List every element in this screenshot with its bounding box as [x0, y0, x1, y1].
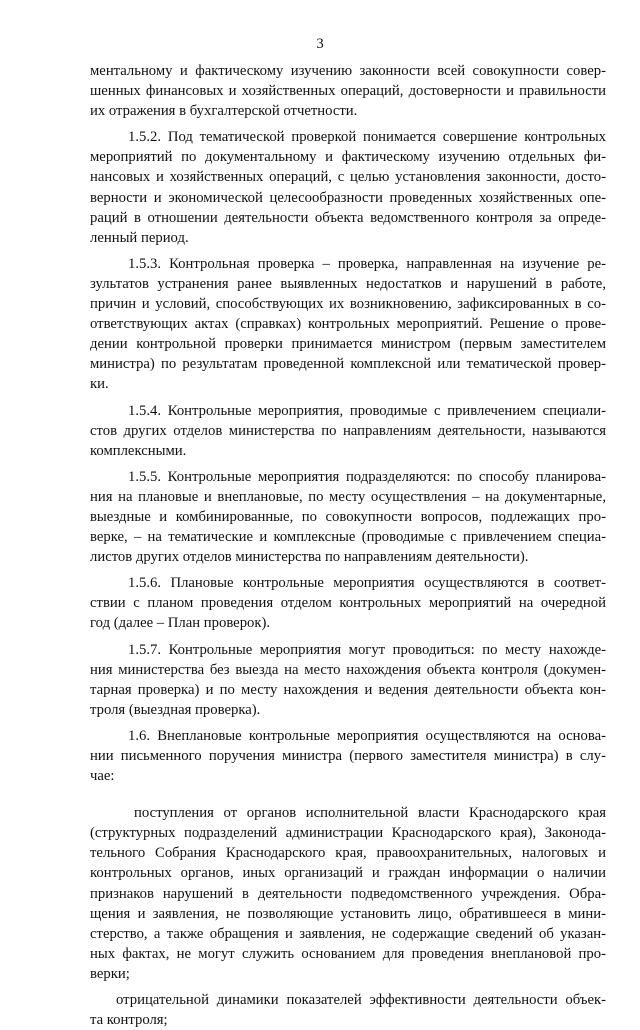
paragraph-case-negative-dynamics [90, 990, 606, 1030]
text-line: министра) по результатам проведенной комплексной или тематической провер- [90, 356, 606, 373]
paragraph-1-5-2 [90, 127, 606, 248]
text-line: (структурных подразделений администрации Краснодарского края), Законода- [90, 825, 606, 842]
text-line: тарная проверка) и по месту нахождения и ведения деятельности объекта кон- [90, 681, 606, 698]
text-line: стерство, а также обращения и заявления, не содержащие сведений об указан- [90, 925, 606, 942]
text-line: листов других отделов министерства по направлениям деятельности). [90, 549, 529, 566]
body-text [90, 61, 606, 1030]
text-line: 1.5.7. Контрольные мероприятия могут проводиться: по месту нахожде- [128, 641, 606, 658]
paragraph-1-5-4 [90, 401, 606, 461]
text-line: мероприятий по документальному и фактическому изучению отдельных фи- [90, 149, 606, 166]
text-line: верности и экономической целесообразности проведенных хозяйственных опе- [90, 189, 606, 206]
paragraph-case-receipt [90, 803, 606, 984]
text-line: отрицательной динамики показателей эффективности деятельности объек- [116, 992, 606, 1009]
page-number: 3 [316, 36, 324, 52]
text-line: раций в отношении деятельности объекта ведомственного контроля за опреде- [90, 209, 606, 226]
text-line: чае: [90, 768, 115, 785]
text-line: 1.5.4. Контрольные мероприятия, проводимые с привлечением специали- [128, 402, 606, 419]
text-line: ментальному и фактическому изучению законности всей совокупности совер- [90, 63, 606, 79]
text-line: 1.6. Внеплановые контрольные мероприятия осуществляются на основа- [128, 727, 606, 744]
text-line: ствии с планом проведения отделом контрольных мероприятий на очередной [90, 595, 606, 612]
text-line: шенных финансовых и хозяйственных операций, достоверности и правильности [90, 83, 606, 100]
text-line: ния министерства без выезда на место нахождения объекта контроля (докумен- [90, 661, 606, 678]
text-line: зультатов устранения ранее выявленных недостатков и нарушений в работе, [90, 275, 606, 292]
text-line: выездные и комбинированные, по совокупности вопросов, подлежащих про- [90, 508, 606, 525]
text-line: нансовых и хозяйственных операций, с целью установления законности, досто- [90, 169, 606, 186]
text-line: 1.5.5. Контрольные мероприятия подразделяются: по способу планирова- [128, 468, 606, 485]
text-line: контрольных органов, иных организаций и граждан информации о наличии [90, 865, 606, 882]
text-line: ответствующих актах (справках) контрольных мероприятий. Решение о прове- [90, 316, 606, 333]
text-line: год (далее – План проверок). [90, 615, 271, 632]
paragraph-1-5-6 [90, 573, 606, 633]
text-line: ки. [90, 376, 109, 393]
text-line: стов других отделов министерства по направлениям деятельности, называются [90, 422, 606, 439]
text-line: ния на плановые и внеплановые, по месту осуществления – на документарные, [90, 488, 606, 505]
paragraph-1-5-5 [90, 467, 606, 567]
text-line: ных фактах, не могут служить основанием для проведения внеплановой про- [90, 945, 606, 962]
paragraph-1-5-3 [90, 254, 606, 395]
text-line: поступления от органов исполнительной власти Краснодарского края [134, 805, 606, 822]
paragraph-continuation [90, 61, 606, 121]
text-line: нии письменного поручения министра (первого заместителя министра) в слу- [90, 748, 606, 764]
text-line: троля (выездная проверка). [90, 701, 261, 718]
text-line: признаков нарушений в деятельности подведомственного учреждения. Обра- [90, 885, 606, 902]
text-line: комплексными. [90, 442, 187, 459]
paragraph-1-6 [90, 726, 606, 786]
text-line: щения и заявления, не позволяющие установить лицо, обратившееся в мини- [90, 905, 606, 922]
text-line: 1.5.6. Плановые контрольные мероприятия осуществляются в соответ- [128, 575, 606, 592]
text-line: та контроля; [90, 1012, 168, 1029]
text-line: верке, – на тематические и комплексные (проводимые с привлечением специа- [90, 529, 606, 546]
text-line: 1.5.2. Под тематической проверкой понимается совершение контрольных [128, 129, 606, 146]
text-line: верки; [90, 965, 130, 982]
text-line: дении контрольной проверки принимается министром (первым заместителем [90, 336, 606, 353]
text-line: причин и условий, способствующих их возникновению, зафиксированных в со- [90, 296, 606, 313]
paragraph-1-5-7 [90, 640, 606, 720]
text-line: ленный период. [90, 229, 189, 246]
text-line: 1.5.3. Контрольная проверка – проверка, направленная на изучение ре- [128, 255, 606, 272]
text-line: тельного Собрания Краснодарского края, правоохранительных, налоговых и [90, 845, 606, 862]
text-line: их отражения в бухгалтерской отчетности. [90, 103, 358, 120]
